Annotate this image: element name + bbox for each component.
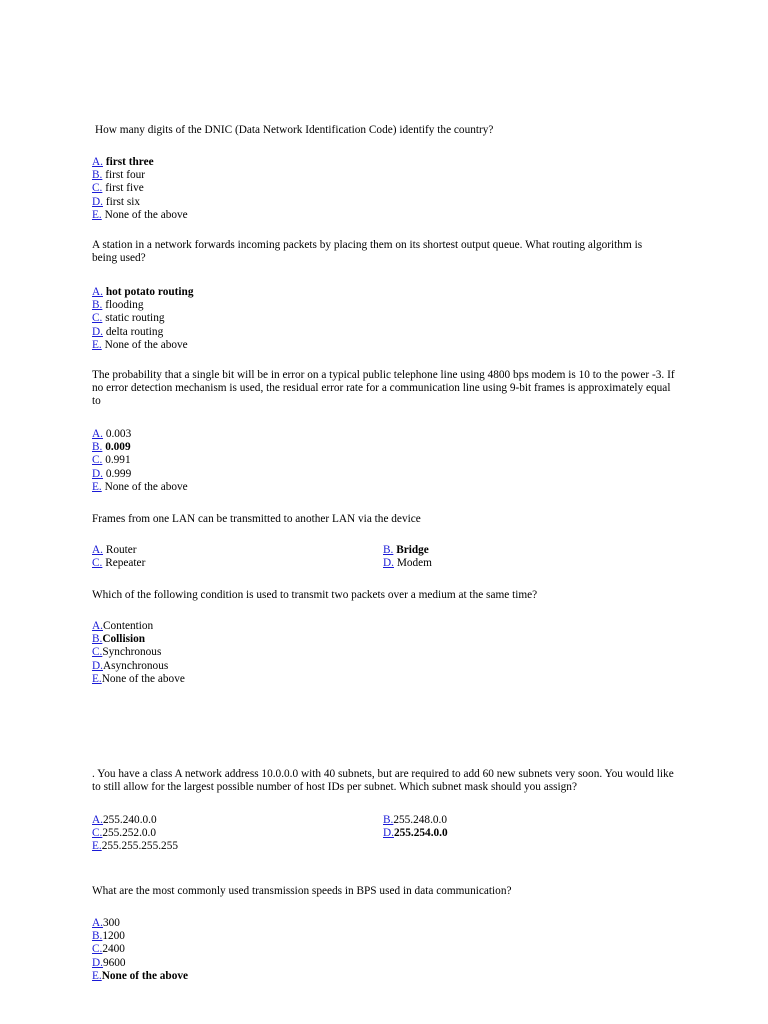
option-letter[interactable]: A. <box>92 814 103 826</box>
option-letter[interactable]: E. <box>92 480 102 493</box>
question-stem: Frames from one LAN can be transmitted to another LAN via the device <box>92 513 421 525</box>
option-d[interactable] <box>383 557 432 570</box>
option-b[interactable] <box>92 633 692 646</box>
option-letter[interactable]: C. <box>92 557 103 569</box>
option-letter[interactable]: A. <box>92 620 103 632</box>
option-letter[interactable]: A. <box>92 428 103 440</box>
option-e[interactable] <box>92 339 692 352</box>
question-7-options <box>92 917 692 983</box>
option-text: 0.999 <box>105 467 132 480</box>
option-d[interactable] <box>92 468 692 481</box>
option-d[interactable] <box>383 827 448 840</box>
option-letter[interactable]: C. <box>92 646 103 659</box>
option-text: 255.248.0.0 <box>393 814 448 826</box>
question-6 <box>92 768 678 794</box>
option-letter[interactable]: C. <box>92 943 103 956</box>
option-letter[interactable]: A. <box>92 917 103 929</box>
option-letter[interactable]: A. <box>92 156 103 168</box>
option-c[interactable] <box>92 454 692 467</box>
option-b[interactable] <box>383 814 447 827</box>
option-text: first five <box>105 182 144 195</box>
option-letter[interactable]: D. <box>92 325 103 338</box>
option-a[interactable] <box>92 544 137 557</box>
option-letter[interactable]: E. <box>92 672 102 685</box>
option-text: first three <box>105 156 154 168</box>
option-letter[interactable]: D. <box>383 557 394 569</box>
option-text: 255.240.0.0 <box>102 814 157 826</box>
question-1-options <box>92 156 692 222</box>
question-5 <box>92 589 672 602</box>
option-text: static routing <box>105 312 165 325</box>
option-b[interactable] <box>92 299 692 312</box>
question-stem: . You have a class A network address 10.0.0.0 with 40 subnets, but are required to add 60 new subnets very soon. You would like to still allow for the largest possible number of host IDs per subnet. Which subnet mask should you assign? <box>92 768 674 794</box>
option-letter[interactable]: B. <box>383 814 394 826</box>
option-letter[interactable]: B. <box>92 633 103 646</box>
option-letter[interactable]: A. <box>92 286 103 298</box>
option-text: 0.991 <box>105 454 131 467</box>
option-d[interactable] <box>92 326 692 339</box>
option-d[interactable] <box>92 660 692 673</box>
option-text: Router <box>105 544 137 556</box>
option-b[interactable] <box>383 544 429 557</box>
option-b[interactable] <box>92 169 692 182</box>
question-stem: The probability that a single bit will be in error on a typical public telephone line using 4800 bps modem is 10 to the power -3. If no error detection mechanism is used, the residual error rate for a communication line using 9-bit frames is approximately equal to <box>92 369 675 408</box>
option-c[interactable] <box>92 182 692 195</box>
option-letter[interactable]: B. <box>92 441 103 454</box>
option-text: None of the above <box>104 480 188 493</box>
option-a[interactable] <box>92 286 692 299</box>
option-text: None of the above <box>101 969 189 982</box>
question-stem: A station in a network forwards incoming packets by placing them on its shortest output queue. What routing algorithm is being used? <box>92 239 643 265</box>
option-letter[interactable]: B. <box>383 544 394 556</box>
option-text: None of the above <box>101 672 185 685</box>
option-text: None of the above <box>104 208 188 221</box>
option-text: 300 <box>102 917 120 929</box>
option-letter[interactable]: B. <box>92 169 103 182</box>
option-letter[interactable]: E. <box>92 208 102 221</box>
option-e[interactable] <box>92 673 692 686</box>
option-a[interactable] <box>92 156 692 169</box>
option-text: flooding <box>105 299 144 312</box>
option-letter[interactable]: D. <box>92 195 103 208</box>
option-e[interactable] <box>92 840 178 853</box>
option-c[interactable] <box>92 557 145 570</box>
option-text: Bridge <box>396 544 429 556</box>
option-e[interactable] <box>92 209 692 222</box>
option-text: 255.254.0.0 <box>393 827 448 839</box>
option-text: 0.009 <box>105 441 131 454</box>
option-letter[interactable]: D. <box>92 956 103 969</box>
option-letter[interactable]: B. <box>92 299 103 312</box>
option-letter[interactable]: D. <box>92 659 103 672</box>
question-stem: What are the most commonly used transmission speeds in BPS used in data communication? <box>92 885 512 897</box>
option-b[interactable] <box>92 930 692 943</box>
question-3 <box>92 369 680 409</box>
option-b[interactable] <box>92 441 692 454</box>
option-text: Collision <box>102 633 146 646</box>
option-text: first four <box>105 169 146 182</box>
option-text: Synchronous <box>102 646 162 659</box>
option-letter[interactable]: D. <box>383 827 394 839</box>
option-text: hot potato routing <box>105 286 194 298</box>
option-e[interactable] <box>92 970 692 983</box>
option-a[interactable] <box>92 620 692 633</box>
option-text: delta routing <box>105 325 164 338</box>
option-text: 9600 <box>102 956 126 969</box>
question-2-options <box>92 286 692 352</box>
option-c[interactable] <box>92 943 692 956</box>
option-a[interactable] <box>92 428 692 441</box>
option-text: Modem <box>396 557 432 569</box>
option-letter[interactable]: A. <box>92 544 103 556</box>
question-stem: Which of the following condition is used to transmit two packets over a medium at the same time? <box>92 589 538 601</box>
option-letter[interactable]: C. <box>92 827 103 839</box>
option-letter[interactable]: D. <box>92 467 103 480</box>
option-letter[interactable]: E. <box>92 969 102 982</box>
question-stem: How many digits of the DNIC (Data Network Identification Code) identify the country? <box>95 124 494 136</box>
question-5-options <box>92 620 692 686</box>
option-text: 1200 <box>102 930 125 943</box>
question-1 <box>95 124 675 137</box>
option-text: None of the above <box>104 338 188 351</box>
option-letter[interactable]: E. <box>92 338 102 351</box>
option-text: 0.003 <box>105 428 132 440</box>
option-text: 255.255.255.255 <box>101 840 178 852</box>
option-letter[interactable]: C. <box>92 182 103 195</box>
option-d[interactable] <box>92 196 692 209</box>
option-d[interactable] <box>92 957 692 970</box>
question-2 <box>92 239 670 265</box>
question-7 <box>92 885 672 898</box>
option-a[interactable] <box>92 917 692 930</box>
option-letter[interactable]: C. <box>92 312 103 325</box>
question-4 <box>92 513 672 526</box>
option-text: Contention <box>102 620 154 632</box>
option-text: 2400 <box>102 943 125 956</box>
option-a[interactable] <box>92 814 157 827</box>
option-c[interactable] <box>92 312 692 325</box>
option-letter[interactable]: E. <box>92 840 102 852</box>
option-text: 255.252.0.0 <box>102 827 157 839</box>
option-letter[interactable]: C. <box>92 454 103 467</box>
option-text: first six <box>105 195 141 208</box>
option-c[interactable] <box>92 827 156 840</box>
option-text: Asynchronous <box>102 659 169 672</box>
question-3-options <box>92 428 692 494</box>
option-letter[interactable]: B. <box>92 930 103 943</box>
option-e[interactable] <box>92 481 692 494</box>
option-text: Repeater <box>105 557 146 569</box>
option-c[interactable] <box>92 646 692 659</box>
